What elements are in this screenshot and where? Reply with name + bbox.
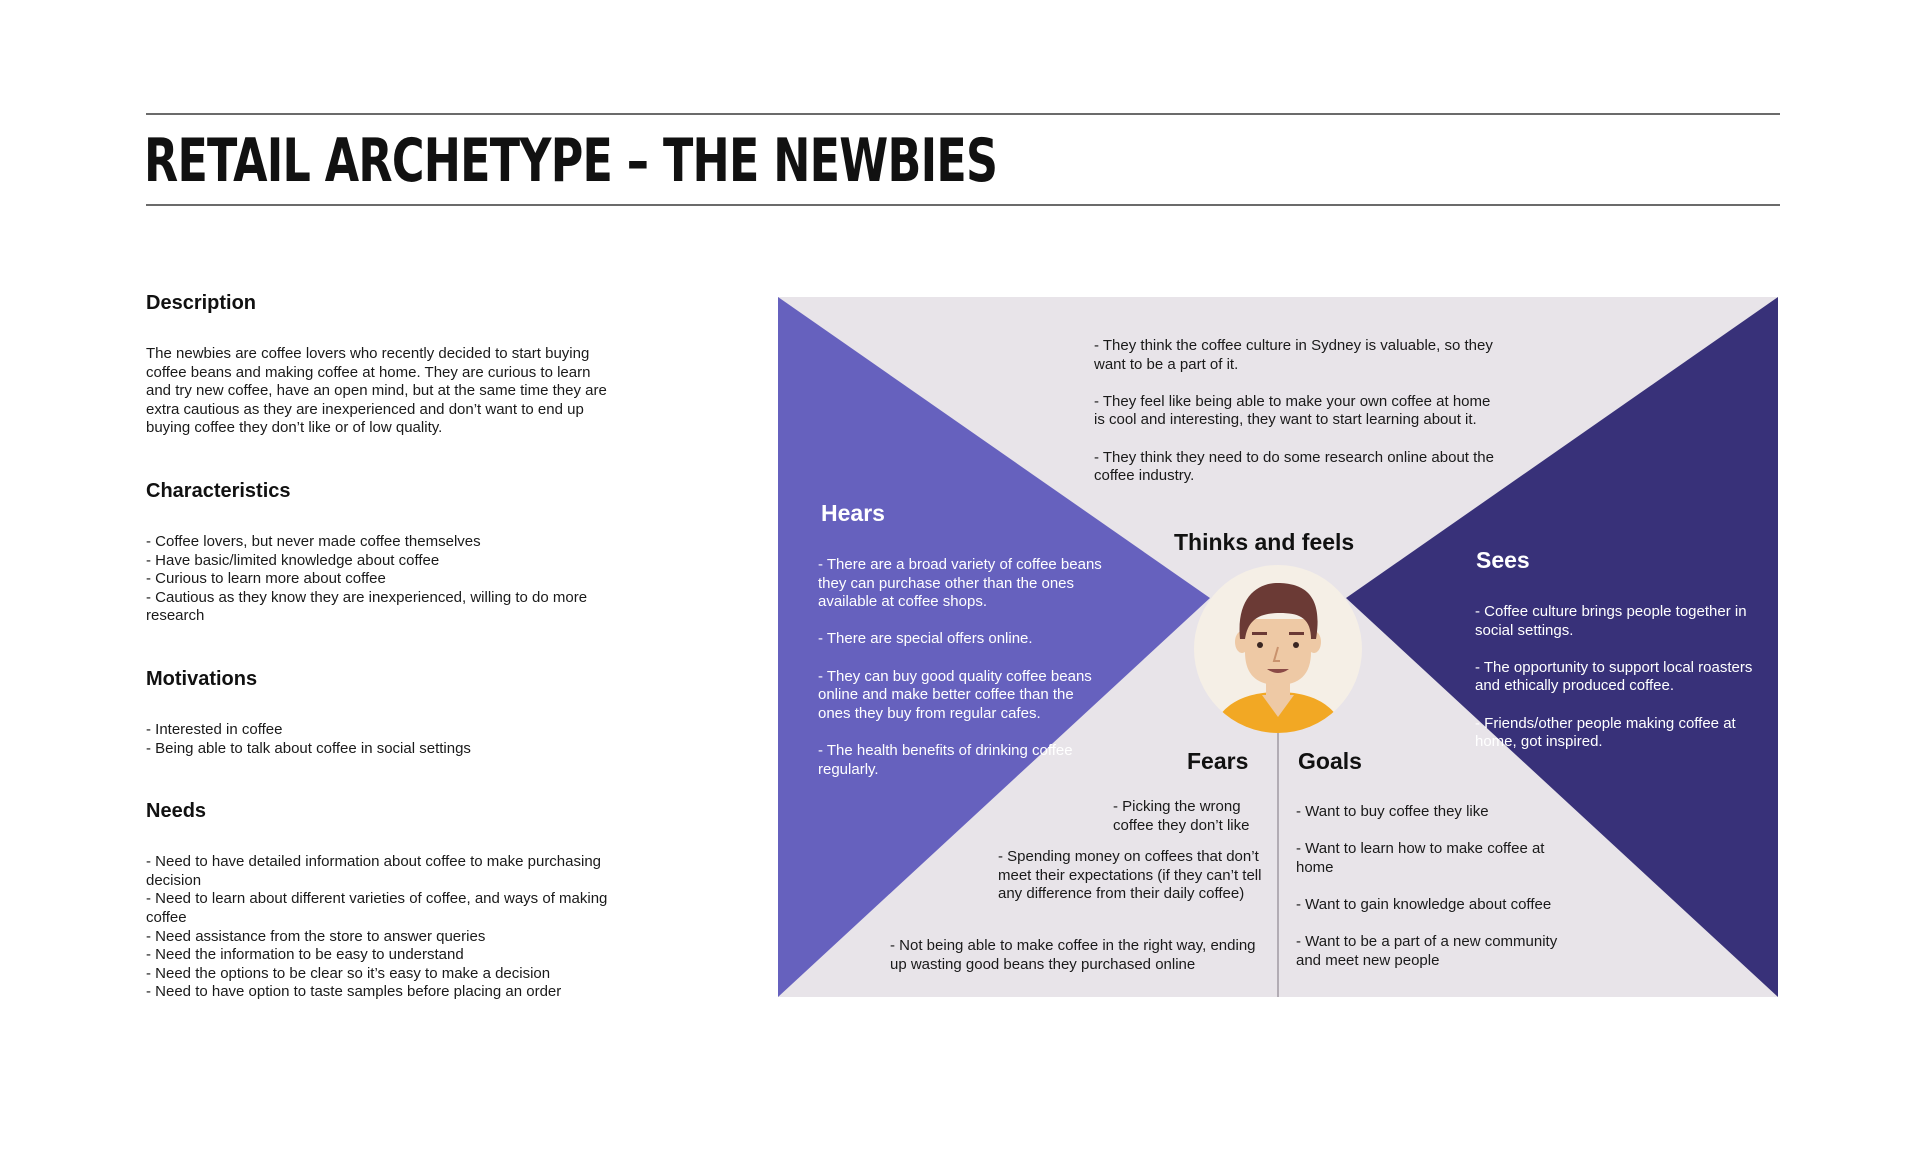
list-item: - Need the information to be easy to understand [146, 946, 464, 964]
list-item: - Want to buy coffee they like [1296, 803, 1489, 820]
title-rule-top [146, 113, 1780, 115]
fears-item: - Spending money on coffees that don’t meet their expectations (if they can’t tell any difference from their daily coffee) [998, 848, 1262, 903]
needs-heading: Needs [146, 800, 207, 823]
page-title: RETAIL ARCHETYPE – THE NEWBIES [144, 126, 998, 196]
motivations-list [146, 721, 616, 758]
list-item: - Have basic/limited knowledge about coffee [146, 551, 440, 569]
list-item: - Friends/other people making coffee at home, got inspired. [1475, 714, 1736, 751]
list-item: - Need the options to be clear so it’s easy to make a decision [146, 964, 551, 982]
goals-heading: Goals [1298, 748, 1362, 774]
list-item: - Curious to learn more about coffee [146, 570, 386, 588]
list-item: - Being able to talk about coffee in social settings [146, 739, 471, 757]
description-text: The newbies are coffee lovers who recently decided to start buying coffee beans and making coffee at home. They are curious to learn and try new coffee, have an open mind, but at the same time they are extra cautious as they are inexperienced and don’t want to end up buying coffee they don’t like or of low quality. [146, 345, 607, 437]
persona-details [146, 292, 616, 1044]
characteristics-list [146, 533, 616, 626]
hears-heading: Hears [821, 500, 885, 526]
description-heading: Description [146, 292, 257, 314]
title-rule-bottom [146, 204, 1780, 206]
fears-heading: Fears [1187, 748, 1249, 774]
list-item: - Need assistance from the store to answer queries [146, 927, 486, 945]
list-item: - Need to have option to taste samples before placing an order [146, 983, 562, 1001]
list-item: - Interested in coffee [146, 720, 283, 738]
list-item: - Need to learn about different varieties of coffee, and ways of making coffee [146, 890, 608, 926]
thinks-feels-list [1094, 337, 1502, 486]
list-item: - The health benefits of drinking coffee regularly. [818, 741, 1073, 778]
list-item: - They think they need to do some research online about the coffee industry. [1094, 448, 1494, 485]
list-item: - Coffee culture brings people together in social settings. [1475, 603, 1747, 639]
list-item: - The opportunity to support local roasters and ethically produced coffee. [1475, 658, 1753, 695]
sees-heading: Sees [1476, 547, 1530, 573]
avatar-brow-right [1289, 632, 1304, 635]
needs-list [146, 853, 616, 1002]
list-item: - They can buy good quality coffee beans online and make better coffee than the ones they buy from regular cafes. [818, 667, 1092, 722]
avatar-eye-right [1293, 642, 1299, 648]
list-item: - Want to be a part of a new community and meet new people [1296, 933, 1558, 969]
list-item: - Need to have detailed information about coffee to make purchasing decision [146, 853, 602, 889]
list-item: - They think the coffee culture in Sydney is valuable, so they want to be a part of it. [1094, 337, 1493, 373]
list-item: - Coffee lovers, but never made coffee themselves [146, 532, 481, 550]
avatar-brow-left [1252, 632, 1267, 635]
motivations-heading: Motivations [146, 667, 258, 690]
sees-list [1475, 603, 1760, 752]
goals-list [1296, 803, 1586, 970]
list-item: - There are a broad variety of coffee beans they can purchase other than the ones available at coffee shops. [818, 556, 1102, 611]
empathy-map [778, 297, 1778, 997]
list-item: - They feel like being able to make your own coffee at home is cool and interesting, they want to start learning about it. [1094, 392, 1491, 429]
thinks-feels-heading: Thinks and feels [1174, 529, 1355, 555]
avatar-face [1245, 619, 1311, 685]
hears-list [818, 556, 1103, 779]
list-item: - Want to learn how to make coffee at home [1296, 840, 1545, 876]
list-item: - Cautious as they know they are inexperienced, willing to do more research [146, 588, 588, 625]
avatar-eye-left [1257, 642, 1263, 648]
list-item: - Want to gain knowledge about coffee [1296, 895, 1552, 913]
fears-item: - Not being able to make coffee in the right way, ending up wasting good beans they purchased online [890, 937, 1256, 973]
list-item: - There are special offers online. [818, 630, 1033, 648]
fears-item: - Picking the wrong coffee they don’t like [1113, 798, 1250, 834]
characteristics-heading: Characteristics [146, 479, 291, 502]
